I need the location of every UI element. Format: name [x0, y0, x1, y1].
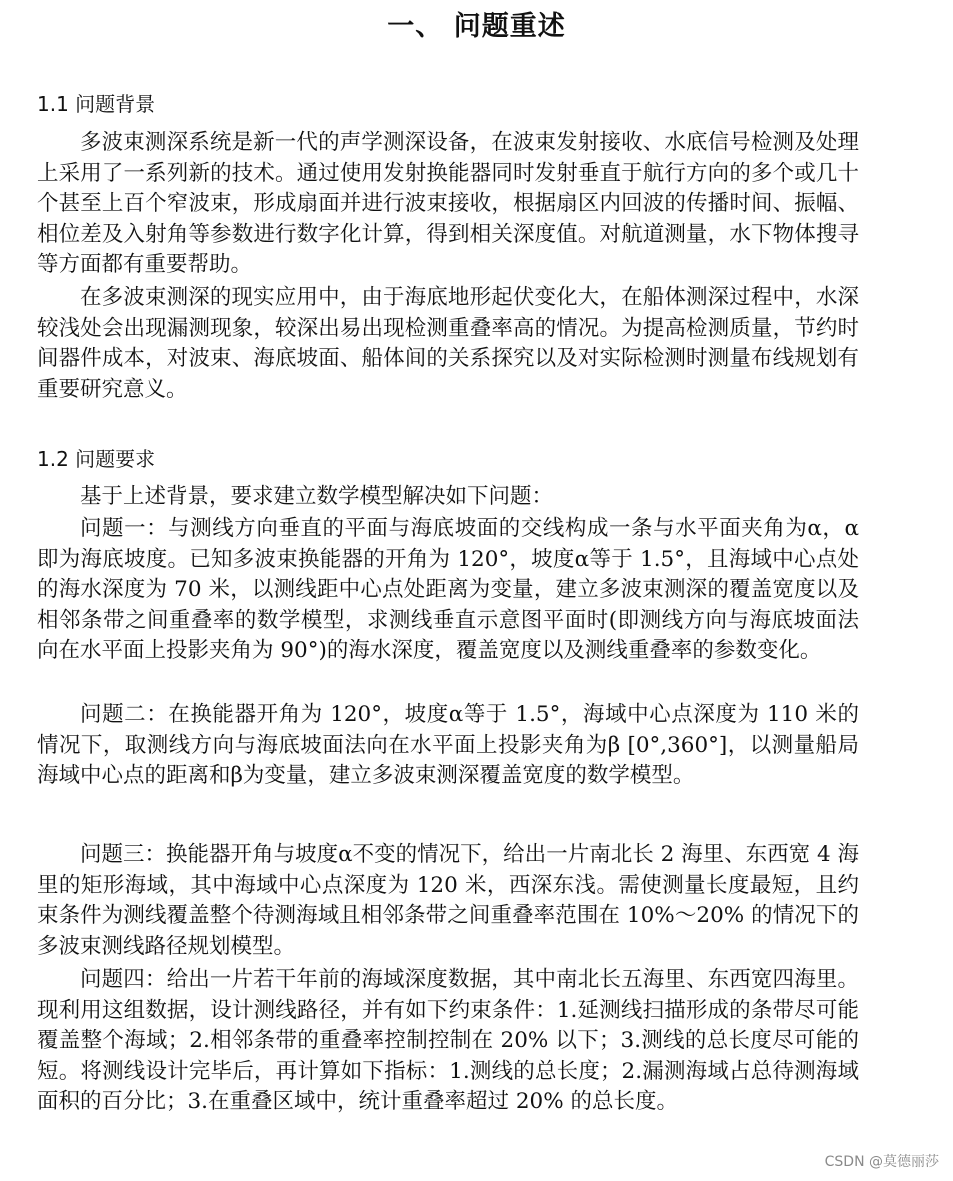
- paragraph-background-1: 多波束测深系统是新一代的声学测深设备，在波束发射接收、水底信号检测及处理上采用了一系列新的技术。通过使用发射换能器同时发射垂直于航行方向的多个或几十个甚至上百个窄波束，形成扇面并进行波束接收，根据扇区内回波的传播时间、振幅、相位差及入射角等参数进行数字化计算，得到相关深度值。对航道测量，水下物体搜寻等方面都有重要帮助。: [37, 130, 859, 277]
- section-heading-background: 1.1 问题背景: [37, 92, 156, 116]
- paragraph-requirements-intro: 基于上述背景，要求建立数学模型解决如下问题：: [80, 484, 554, 509]
- page-title: 一、 问题重述: [387, 11, 566, 42]
- section-heading-requirements: 1.2 问题要求: [37, 447, 156, 471]
- csdn-watermark: CSDN @莫德丽莎: [824, 1154, 939, 1170]
- paragraph-question-2: 问题二：在换能器开角为 120°，坡度α等于 1.5°，海域中心点深度为 110 米的情况下，取测线方向与海底坡面法向在水平面上投影夹角为β [0°,360°]，以测量船局海域中心点的距离和β为变量，建立多波束测深覆盖宽度的数学模型。: [37, 702, 859, 788]
- paragraph-question-4: 问题四：给出一片若干年前的海域深度数据，其中南北长五海里、东西宽四海里。现利用这组数据，设计测线路径，并有如下约束条件：1.延测线扫描形成的条带尽可能覆盖整个海域；2.相邻条带的重叠率控制控制在 20% 以下；3.测线的总长度尽可能的短。将测线设计完毕后，再计算如下指标：1.测线的总长度；2.漏测海域占总待测海域面积的百分比；3.在重叠区域中，统计重叠率超过 20% 的总长度。: [37, 967, 859, 1114]
- paragraph-question-1: 问题一：与测线方向垂直的平面与海底坡面的交线构成一条与水平面夹角为α，α即为海底坡度。已知多波束换能器的开角为 120°，坡度α等于 1.5°，且海域中心点处的海水深度为 70 米，以测线距中心点处距离为变量，建立多波束测深的覆盖宽度以及相邻条带之间重叠率的数学模型，求测线垂直示意图平面时(即测线方向与海底坡面法向在水平面上投影夹角为 90°)的海水深度，覆盖宽度以及测线重叠率的参数变化。: [37, 516, 859, 663]
- paragraph-question-3: 问题三：换能器开角与坡度α不变的情况下，给出一片南北长 2 海里、东西宽 4 海里的矩形海域，其中海域中心点深度为 120 米，西深东浅。需使测量长度最短，且约束条件为测线覆盖整个待测海域且相邻条带之间重叠率范围在 10%～20% 的情况下的多波束测线路径规划模型。: [37, 842, 859, 959]
- paragraph-background-2: 在多波束测深的现实应用中，由于海底地形起伏变化大，在船体测深过程中，水深较浅处会出现漏测现象，较深出易出现检测重叠率高的情况。为提高检测质量，节约时间器件成本，对波束、海底坡面、船体间的关系探究以及对实际检测时测量布线规划有重要研究意义。: [37, 285, 859, 402]
